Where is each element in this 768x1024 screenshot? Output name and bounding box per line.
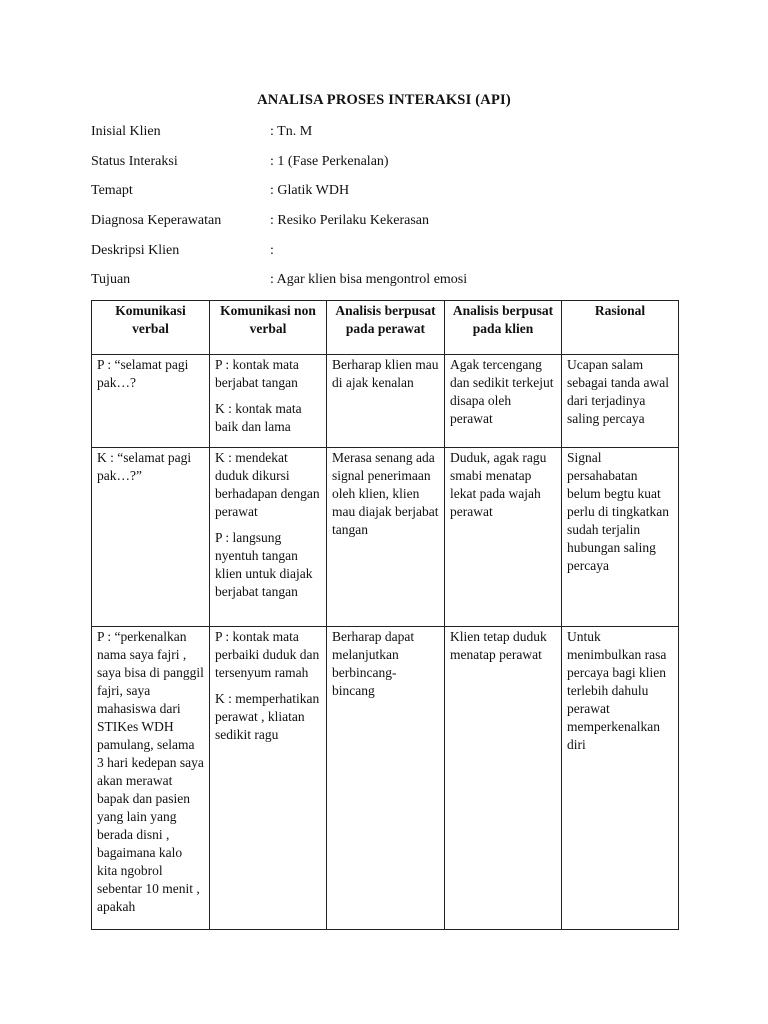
document-title: ANALISA PROSES INTERAKSI (API): [257, 92, 511, 108]
info-value: : 1 (Fase Perkenalan): [270, 153, 389, 169]
rationale-text: Untuk menimbulkan rasa percaya bagi klien terlebih dahulu perawat memperkenalkan diri: [567, 629, 667, 752]
info-value: : Tn. M: [270, 124, 313, 139]
info-label: Deskripsi Klien: [91, 242, 180, 258]
verbal-text: P : “selamat pagi pak…?: [97, 357, 189, 390]
info-label: Temapt: [91, 183, 133, 199]
nurse-analysis-text: Berharap dapat melanjutkan berbincang-bincang: [332, 629, 415, 698]
table-row: [92, 627, 679, 930]
header-client-analysis: Analisis berpusat pada klien: [445, 301, 562, 355]
header-nurse-analysis: Analisis berpusat pada perawat: [327, 301, 445, 355]
info-value: : Glatik WDH: [270, 183, 350, 199]
cell-verbal: [92, 355, 210, 448]
cell-nonverbal: [210, 448, 327, 627]
header-rationale: Rasional: [562, 301, 679, 355]
client-analysis-text: Duduk, agak ragu smabi menatap lekat pada wajah perawat: [450, 450, 547, 519]
nurse-analysis-text: Merasa senang ada signal penerimaan oleh klien, klien mau diajak berjabat tangan: [332, 450, 439, 537]
nurse-analysis-text: Berharap klien mau di ajak kenalan: [332, 357, 439, 390]
interaction-analysis-table: [91, 300, 679, 930]
verbal-text: K : “selamat pagi pak…?”: [97, 450, 192, 483]
info-row-initial: [91, 122, 691, 152]
cell-rationale: [562, 448, 679, 627]
table-header-row: [92, 301, 679, 355]
cell-verbal: [92, 448, 210, 627]
client-info: [91, 122, 691, 300]
client-analysis-text: Agak tercengang dan sedikit terkejut disapa oleh perawat: [450, 357, 554, 426]
nonverbal-nurse-text: P : kontak mata berjabat tangan: [215, 357, 299, 390]
rationale-text: Signal persahabatan belum begtu kuat perlu di tingkatkan sudah terjalin hubungan saling percaya: [567, 450, 669, 573]
info-value: : Resiko Perilaku Kekerasan: [270, 213, 430, 229]
nonverbal-client-text: K : mendekat duduk dikursi berhadapan dengan perawat: [215, 450, 320, 519]
verbal-text: P : “perkenalkan nama saya fajri , saya bisa di panggil fajri, saya mahasiswa dari STIKes WDH pamulang, selama 3 hari kedepan saya akan merawat bapak dan pasien yang lain yang berada disni , bagaimana kalo kita ngobrol sebentar 10 menit , apakah: [97, 629, 204, 914]
cell-nurse-analysis: [327, 355, 445, 448]
cell-client-analysis: [445, 355, 562, 448]
cell-nurse-analysis: [327, 627, 445, 930]
table-row: [92, 448, 679, 627]
header-verbal: Komunikasi verbal: [92, 301, 210, 355]
nonverbal-nurse-text: P : langsung nyentuh tangan klien untuk diajak berjabat tangan: [215, 530, 313, 599]
info-row-description: [91, 241, 691, 271]
cell-rationale: [562, 355, 679, 448]
info-row-status: [91, 152, 691, 182]
table-row: [92, 355, 679, 448]
cell-nonverbal: [210, 627, 327, 930]
client-analysis-text: Klien tetap duduk menatap perawat: [450, 629, 547, 662]
cell-nonverbal: [210, 355, 327, 448]
header-nonverbal: Komunikasi non verbal: [210, 301, 327, 355]
info-row-diagnosis: [91, 211, 691, 241]
cell-client-analysis: [445, 627, 562, 930]
info-row-place: [91, 181, 691, 211]
nonverbal-client-text: K : kontak mata baik dan lama: [215, 401, 302, 434]
info-label: Status Interaksi: [91, 153, 178, 169]
info-label: Inisial Klien: [91, 124, 161, 139]
rationale-text: Ucapan salam sebagai tanda awal dari terjadinya saling percaya: [567, 357, 669, 426]
info-label: Diagnosa Keperawatan: [91, 213, 222, 229]
nonverbal-nurse-text: P : kontak mata perbaiki duduk dan tersenyum ramah: [215, 629, 320, 680]
info-row-goal: [91, 270, 691, 300]
info-label: Tujuan: [91, 272, 131, 288]
cell-nurse-analysis: [327, 448, 445, 627]
cell-client-analysis: [445, 448, 562, 627]
nonverbal-client-text: K : memperhatikan perawat , kliatan sedikit ragu: [215, 691, 320, 742]
cell-rationale: [562, 627, 679, 930]
info-value: : Agar klien bisa mengontrol emosi: [270, 272, 468, 288]
info-value: :: [270, 242, 274, 258]
cell-verbal: [92, 627, 210, 930]
